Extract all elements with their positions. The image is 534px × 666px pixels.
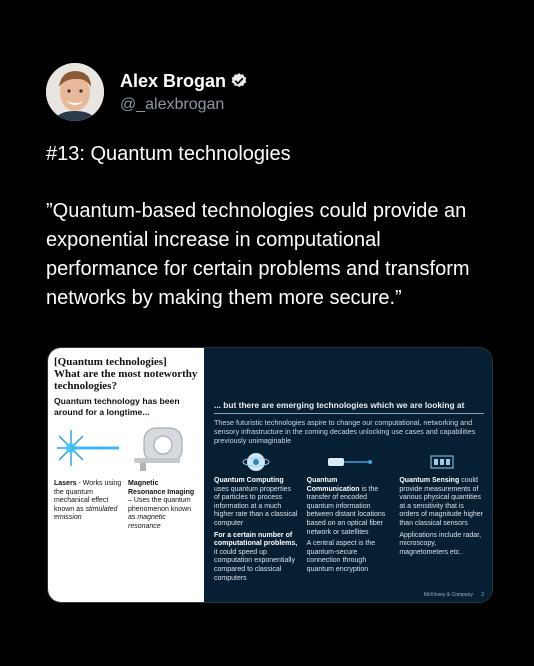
lasers-italic: stimulated emission bbox=[54, 505, 118, 522]
qc-bold: For a certain number of computational problems, bbox=[214, 531, 298, 548]
left-panel-items bbox=[54, 422, 198, 532]
tweet-line-quote: ”Quantum-based technologies could provide an exponential increase in computational performance for certain problems and transform networks by making them more secure.” bbox=[46, 200, 476, 309]
right-panel-intro: These futuristic technologies aspire to change our computational, networking and sensory infrastructure in the coming decades unlocking use cases and capabilities previously unimaginable bbox=[214, 418, 476, 445]
mri-desc: – Uses the quantum phenomenon known as bbox=[128, 497, 192, 522]
verified-badge-icon bbox=[230, 72, 248, 90]
qcomm-label: Quantum Communication bbox=[306, 477, 360, 493]
card-footer: McKinsey & Company 2 bbox=[423, 592, 484, 598]
avatar-photo-icon bbox=[46, 63, 104, 121]
card-right-panel bbox=[204, 348, 492, 602]
author-handle[interactable]: @_alexbrogan bbox=[120, 95, 225, 113]
right-panel-heading: ... but there are emerging technologies which we are looking at bbox=[214, 400, 484, 414]
item-quantum-communication bbox=[307, 449, 392, 583]
card-left-panel bbox=[48, 348, 204, 602]
author-display-name[interactable] bbox=[120, 71, 248, 92]
mri-label: Magnetic Resonance Imaging bbox=[128, 480, 195, 496]
left-panel-subtitle: Quantum technology has been around for a longtime... bbox=[54, 396, 180, 417]
lasers-desc: - Works using the quantum mechanical effect known as bbox=[54, 480, 122, 513]
tweet-header bbox=[46, 62, 248, 122]
author-names bbox=[120, 71, 248, 114]
display-name-text[interactable]: Alex Brogan bbox=[120, 70, 227, 91]
qcomm-desc: is the transfer of encoded quantum information between distant locations based on an optical fiber network or satellites bbox=[306, 485, 386, 536]
quantum-computer-icon bbox=[214, 449, 299, 475]
fiber-cable-icon bbox=[307, 449, 392, 475]
qc-desc2: it could speed up computation exponentially compared to classical computers bbox=[214, 548, 295, 582]
right-panel-items bbox=[214, 449, 484, 583]
item-mri bbox=[128, 422, 196, 532]
qs-label: Quantum Sensing bbox=[399, 477, 460, 484]
laser-icon bbox=[54, 422, 122, 474]
qc-desc: uses quantum properties of particles to process information at a much higher rate than a classical computer bbox=[214, 485, 298, 527]
tweet-text bbox=[46, 140, 491, 313]
avatar[interactable] bbox=[46, 63, 104, 121]
item-quantum-sensing bbox=[399, 449, 484, 583]
mri-icon bbox=[128, 422, 196, 474]
lasers-label: Lasers bbox=[54, 480, 77, 487]
qc-label: Quantum Computing bbox=[214, 477, 284, 484]
mri-italic: magnetic resonance bbox=[128, 514, 166, 530]
qs-desc2: Applications include radar, microscopy, magnetometers etc. bbox=[399, 531, 482, 556]
qcomm-desc2: A central aspect is the quantum-secure connection through quantum encryption bbox=[306, 540, 376, 573]
left-panel-title: [Quantum technologies] What are the most noteworthy technologies? bbox=[54, 356, 198, 392]
attached-image-card[interactable] bbox=[47, 347, 493, 603]
item-quantum-computing bbox=[214, 449, 299, 583]
item-lasers bbox=[54, 422, 122, 532]
tweet-line-title: #13: Quantum technologies bbox=[46, 143, 291, 165]
sensor-chip-icon bbox=[399, 449, 484, 475]
qs-desc: could provide measurements of various physical quantities at a sensitivity that is orders of magnitude higher than classical sensors bbox=[399, 477, 484, 527]
